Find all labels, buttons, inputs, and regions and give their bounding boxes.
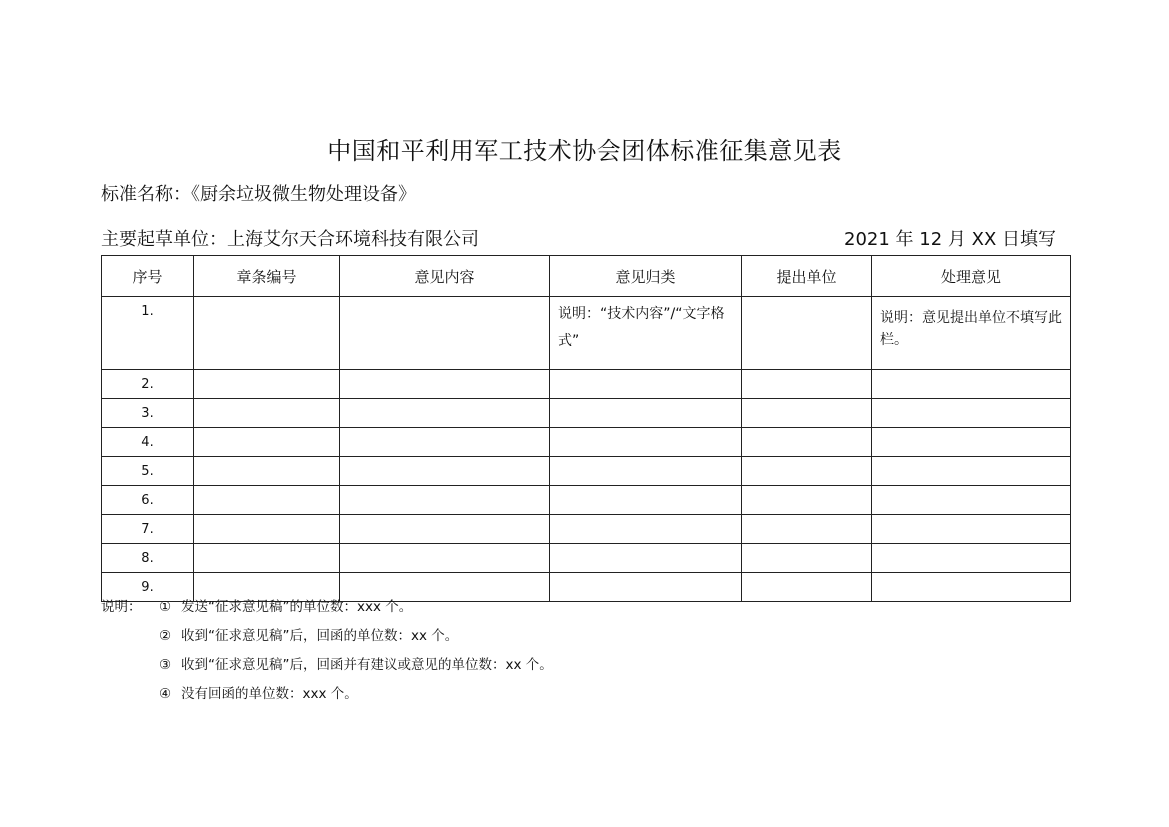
clause-number-cell[interactable] bbox=[194, 457, 340, 486]
table-row bbox=[102, 515, 1071, 544]
clause-number-cell[interactable] bbox=[194, 399, 340, 428]
note-text: 收到“征求意见稿”后，回函并有建议或意见的单位数：xx 个。 bbox=[181, 657, 553, 673]
table-row bbox=[102, 544, 1071, 573]
opinion-content-cell[interactable] bbox=[340, 457, 550, 486]
opinion-content-cell[interactable] bbox=[340, 399, 550, 428]
row-seq: 7. bbox=[102, 515, 194, 544]
row-seq: 2. bbox=[102, 370, 194, 399]
handling-opinion-cell[interactable] bbox=[872, 428, 1071, 457]
handling-opinion-cell[interactable] bbox=[872, 399, 1071, 428]
table-row bbox=[102, 486, 1071, 515]
proposing-unit-cell[interactable] bbox=[742, 486, 872, 515]
note-text: 发送“征求意见稿”的单位数：xxx 个。 bbox=[181, 599, 413, 615]
fill-date: 2021 年 12 月 XX 日填写 bbox=[844, 229, 1056, 250]
table-row bbox=[102, 457, 1071, 486]
note-number: ② bbox=[159, 628, 172, 644]
proposing-unit-cell[interactable] bbox=[742, 428, 872, 457]
row-seq: 4. bbox=[102, 428, 194, 457]
opinions-table bbox=[101, 255, 1071, 602]
note-number: ④ bbox=[159, 686, 172, 702]
opinion-category-cell[interactable] bbox=[550, 457, 742, 486]
proposing-unit-cell[interactable] bbox=[742, 457, 872, 486]
note-item bbox=[159, 653, 553, 673]
clause-number-cell[interactable] bbox=[194, 486, 340, 515]
clause-number-cell[interactable] bbox=[194, 370, 340, 399]
header-opinion-category: 意见归类 bbox=[550, 256, 742, 297]
note-item bbox=[159, 624, 458, 644]
note-item bbox=[159, 682, 358, 702]
note-text: 没有回函的单位数：xxx 个。 bbox=[181, 686, 358, 702]
proposing-unit-cell[interactable] bbox=[742, 573, 872, 602]
header-opinion-content: 意见内容 bbox=[340, 256, 550, 297]
note-number: ③ bbox=[159, 657, 172, 673]
handling-opinion-cell[interactable] bbox=[872, 486, 1071, 515]
handling-opinion-cell[interactable] bbox=[872, 515, 1071, 544]
opinion-content-cell[interactable] bbox=[340, 297, 550, 370]
row-seq: 5. bbox=[102, 457, 194, 486]
opinion-content-cell[interactable] bbox=[340, 544, 550, 573]
table-row bbox=[102, 297, 1071, 370]
handling-opinion-cell[interactable] bbox=[872, 544, 1071, 573]
opinion-category-cell[interactable] bbox=[550, 399, 742, 428]
handling-opinion-cell[interactable] bbox=[872, 573, 1071, 602]
row-seq: 1. bbox=[102, 297, 194, 370]
opinion-category-cell[interactable] bbox=[550, 297, 742, 370]
standard-name: 标准名称：《厨余垃圾微生物处理设备》 bbox=[101, 184, 416, 205]
row-seq: 6. bbox=[102, 486, 194, 515]
opinion-category-cell[interactable] bbox=[550, 428, 742, 457]
drafting-unit: 主要起草单位：上海艾尔天合环境科技有限公司 bbox=[101, 229, 479, 250]
note-item bbox=[159, 595, 412, 615]
proposing-unit-cell[interactable] bbox=[742, 297, 872, 370]
opinion-category-cell[interactable] bbox=[550, 573, 742, 602]
clause-number-cell[interactable] bbox=[194, 428, 340, 457]
table-row bbox=[102, 428, 1071, 457]
row-seq: 9. bbox=[102, 573, 194, 602]
clause-number-cell[interactable] bbox=[194, 544, 340, 573]
page-title: 中国和平利用军工技术协会团体标准征集意见表 bbox=[327, 137, 842, 165]
opinion-category-cell[interactable] bbox=[550, 544, 742, 573]
handling-opinion-cell[interactable] bbox=[872, 370, 1071, 399]
note-number: ① bbox=[159, 599, 172, 615]
row-seq: 8. bbox=[102, 544, 194, 573]
opinion-content-cell[interactable] bbox=[340, 428, 550, 457]
table-row bbox=[102, 370, 1071, 399]
header-clause-number: 章条编号 bbox=[194, 256, 340, 297]
proposing-unit-cell[interactable] bbox=[742, 399, 872, 428]
opinion-category-cell[interactable] bbox=[550, 486, 742, 515]
proposing-unit-cell[interactable] bbox=[742, 370, 872, 399]
opinion-category-cell[interactable] bbox=[550, 370, 742, 399]
note-text: 收到“征求意见稿”后，回函的单位数：xx 个。 bbox=[181, 628, 459, 644]
proposing-unit-cell[interactable] bbox=[742, 544, 872, 573]
header-proposing-unit: 提出单位 bbox=[742, 256, 872, 297]
handling-opinion-cell[interactable] bbox=[872, 297, 1071, 370]
clause-number-cell[interactable] bbox=[194, 515, 340, 544]
opinion-category-cell[interactable] bbox=[550, 515, 742, 544]
opinion-content-cell[interactable] bbox=[340, 515, 550, 544]
opinion-content-cell[interactable] bbox=[340, 486, 550, 515]
table-row bbox=[102, 399, 1071, 428]
header-handling-opinion: 处理意见 bbox=[872, 256, 1071, 297]
clause-number-cell[interactable] bbox=[194, 297, 340, 370]
handling-note: 说明：意见提出单位不填写此栏。 bbox=[880, 310, 1062, 348]
opinion-content-cell[interactable] bbox=[340, 370, 550, 399]
table-header-row bbox=[102, 256, 1071, 297]
handling-opinion-cell[interactable] bbox=[872, 457, 1071, 486]
proposing-unit-cell[interactable] bbox=[742, 515, 872, 544]
header-seq: 序号 bbox=[102, 256, 194, 297]
row-seq: 3. bbox=[102, 399, 194, 428]
notes-title: 说明： bbox=[101, 599, 142, 615]
category-note: 说明：“技术内容”/“文字格式” bbox=[558, 306, 725, 349]
